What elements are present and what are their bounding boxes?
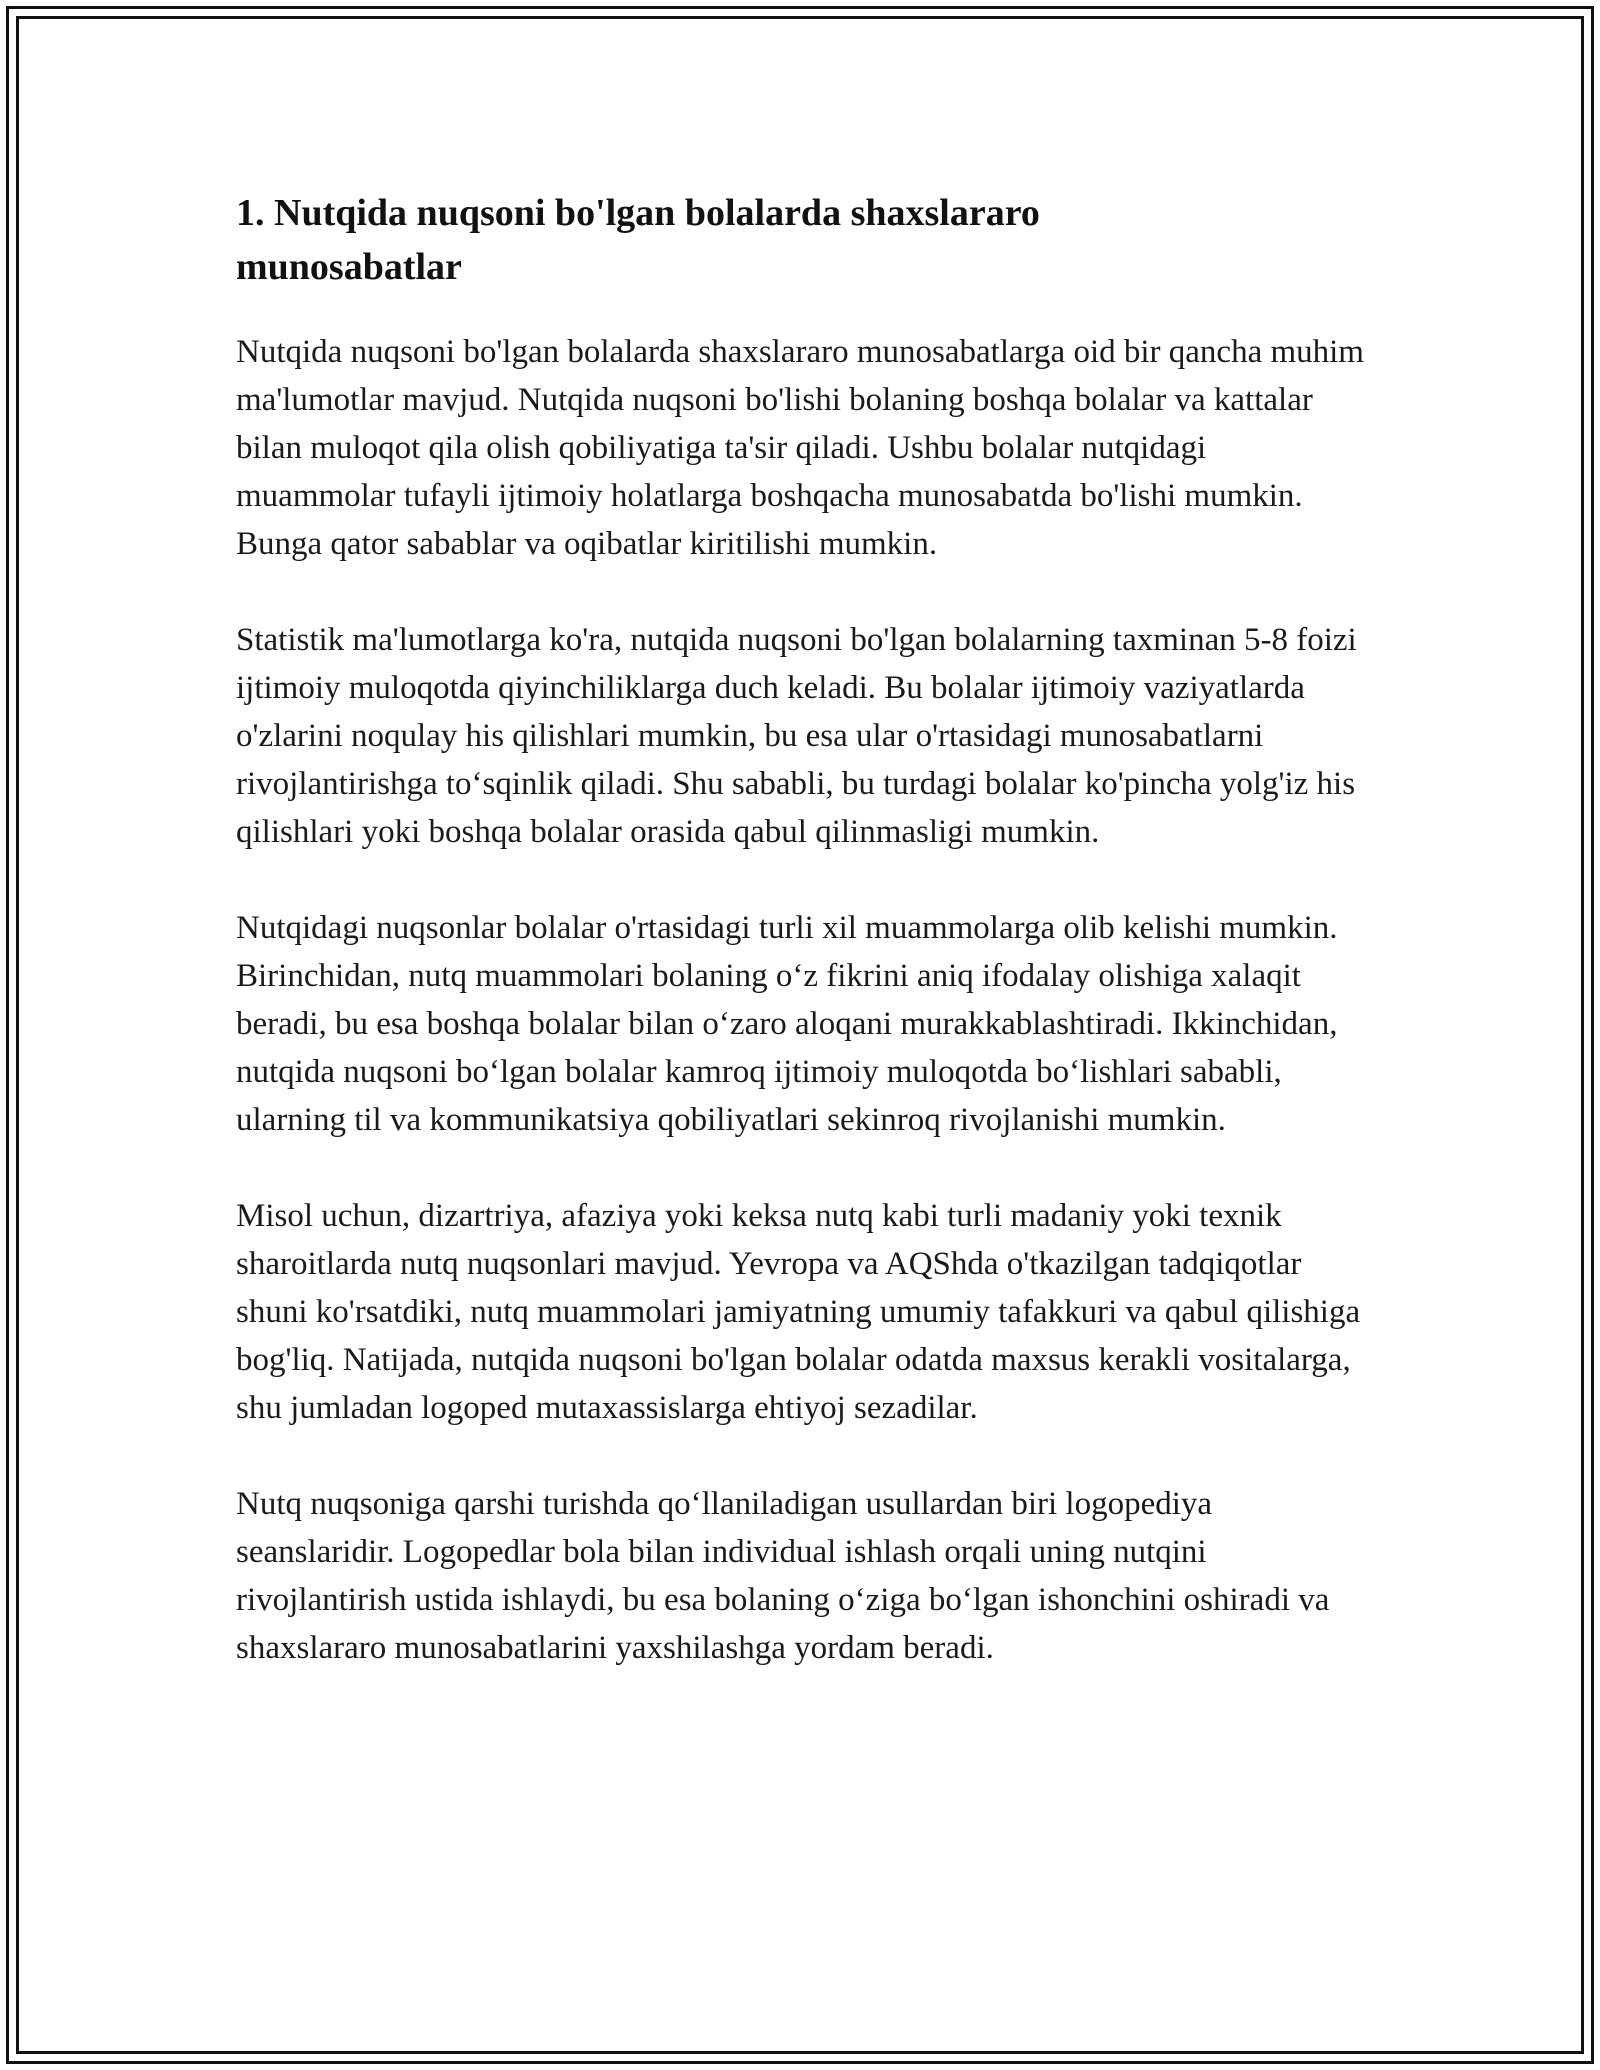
document-body bbox=[236, 186, 1366, 1720]
paragraph-2: Statistik ma'lumotlarga ko'ra, nutqida nuqsoni bo'lgan bolalarning taxminan 5-8 foizi ijtimoiy muloqotda qiyinchiliklarga duch keladi. Bu bolalar ijtimoiy vaziyatlarda o'zlarini noqulay his qilishlari mumkin, bu esa ular o'rtasidagi munosabatlarni rivojlantirishga to‘sqinlik qiladi. Shu sababli, bu turdagi bolalar ko'pincha yolg'iz his qilishlari yoki boshqa bolalar orasida qabul qilinmasligi mumkin. bbox=[236, 622, 1357, 850]
paragraph-4: Misol uchun, dizartriya, afaziya yoki keksa nutq kabi turli madaniy yoki texnik sharoitlarda nutq nuqsonlari mavjud. Yevropa va AQShda o'tkazilgan tadqiqotlar shuni ko'rsatdiki, nutq muammolari jamiyatning umumiy tafakkuri va qabul qilishiga bog'liq. Natijada, nutqida nuqsoni bo'lgan bolalar odatda maxsus kerakli vositalarga, shu jumladan logoped mutaxassislarga ehtiyoj sezadilar. bbox=[236, 1198, 1361, 1426]
paragraph-1: Nutqida nuqsoni bo'lgan bolalarda shaxslararo munosabatlarga oid bir qancha muhim ma'lumotlar mavjud. Nutqida nuqsoni bo'lishi bolaning boshqa bolalar va kattalar bilan muloqot qila olish qobiliyatiga ta'sir qiladi. Ushbu bolalar nutqidagi muammolar tufayli ijtimoiy holatlarga boshqacha munosabatda bo'lishi mumkin. Bunga qator sabablar va oqibatlar kiritilishi mumkin. bbox=[236, 334, 1364, 562]
paragraph-5: Nutq nuqsoniga qarshi turishda qo‘llaniladigan usullardan biri logopediya seanslaridir. Logopedlar bola bilan individual ishlash orqali uning nutqini rivojlantirish ustida ishlaydi, bu esa bolaning o‘ziga bo‘lgan ishonchini oshiradi va shaxslararo munosabatlarini yaxshilashga yordam beradi. bbox=[236, 1486, 1330, 1666]
paragraph-3: Nutqidagi nuqsonlar bolalar o'rtasidagi turli xil muammolarga olib kelishi mumkin. Birinchidan, nutq muammolari bolaning o‘z fikrini aniq ifodalay olishiga xalaqit beradi, bu esa boshqa bolalar bilan o‘zaro aloqani murakkablashtiradi. Ikkinchidan, nutqida nuqsoni bo‘lgan bolalar kamroq ijtimoiy muloqotda bo‘lishlari sababli, ularning til va kommunikatsiya qobiliyatlari sekinroq rivojlanishi mumkin. bbox=[236, 910, 1338, 1138]
section-heading: 1. Nutqida nuqsoni bo'lgan bolalarda shaxslararo munosabatlar bbox=[236, 192, 1040, 288]
